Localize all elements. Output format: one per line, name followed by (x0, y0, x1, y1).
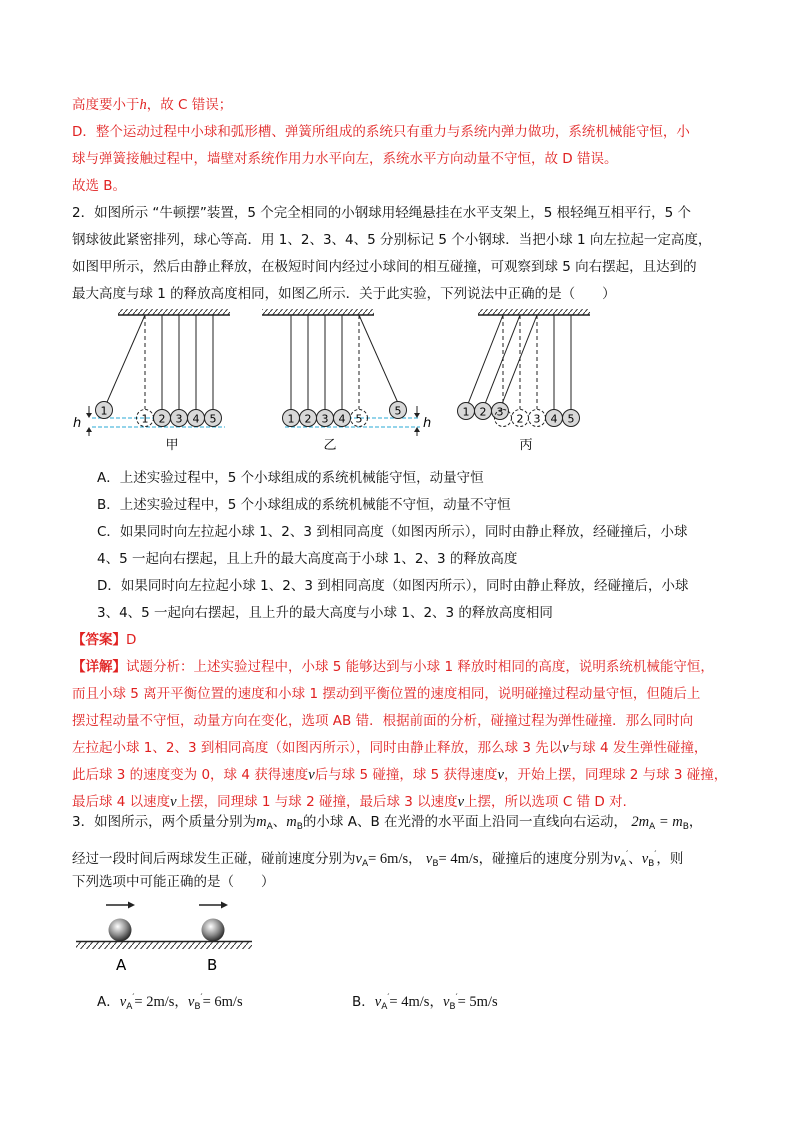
math: = 4m/s (389, 994, 430, 1010)
svg-text:1: 1 (141, 412, 149, 426)
math-v: v (497, 767, 504, 783)
figure-bing (458, 309, 591, 453)
text: B． (352, 994, 375, 1010)
q2-option-a: A．上述实验过程中，5 个小球组成的系统机械能守恒，动量守恒 (97, 470, 484, 486)
q2-detail-2: 而且小球 5 离开平衡位置的速度和小球 1 摆动到平衡位置的速度相同，说明碰撞过程动量守恒，但随后上 (72, 686, 701, 702)
text: 左拉起小球 1、2、3 到相同高度（如图丙所示），同时由静止释放，那么球 3 先以 (72, 740, 563, 756)
math: = 5m/s (457, 994, 498, 1010)
svg-text:4: 4 (550, 412, 558, 426)
figure-yi (262, 309, 431, 453)
svg-text:3: 3 (496, 405, 504, 419)
answer-value: D (126, 632, 137, 648)
text: ，开始上摆，同理球 2 与球 3 碰撞， (503, 767, 728, 783)
svg-text:5: 5 (355, 412, 363, 426)
svg-text:2: 2 (479, 405, 487, 419)
text: 、 (272, 814, 287, 830)
svg-text:1: 1 (100, 404, 108, 418)
q2-stem-1: 2．如图所示 “牛顿摆”装置，5 个完全相同的小钢球用轻绳悬挂在水平支架上，5 根轻绳互相平行，5 个 (72, 205, 692, 221)
svg-text:3: 3 (175, 412, 183, 426)
text: ，则 (656, 851, 684, 867)
prev-answer-line-2: D．整个运动过程中小球和弧形槽、弹簧所组成的系统只有重力与系统内弹力做功，系统机械能守恒，小 (72, 124, 690, 140)
text: 经过一段时间后两球发生正碰，碰前速度分别为 (72, 851, 356, 867)
figure-label-yi: 乙 (323, 438, 337, 453)
math-v: v (308, 767, 315, 783)
math-vA0: = 6m/s (368, 851, 409, 867)
sub: A (649, 822, 656, 832)
svg-text:4: 4 (338, 412, 346, 426)
q2-detail-6 (72, 792, 627, 812)
svg-text:B: B (207, 956, 218, 974)
math-mA: m (256, 814, 267, 830)
svg-text:h: h (73, 416, 82, 431)
text: ，碰撞后的速度分别为 (478, 851, 614, 867)
q3-stem-1: 3．如图所示，两个质量分别为$m_A$、$m_B$的小球 A、B 在光滑的水平面上沿同一直线向右运动， $2m_A = m_B$， (72, 814, 703, 832)
prev-answer-line-1 (72, 95, 232, 115)
q2-option-c: C．如果同时向左拉起小球 1、2、3 到相同高度（如图丙所示），同时由静止释放，经碰撞后，小球 (97, 524, 688, 540)
text: 与球 4 发生弹性碰撞， (568, 740, 708, 756)
text: 3．如图所示，两个质量分别为 (72, 814, 257, 830)
math-mB: m (286, 814, 297, 830)
svg-text:5: 5 (394, 404, 402, 418)
q2-detail-5 (72, 765, 727, 785)
q2-stem-2: 钢球彼此紧密排列，球心等高．用 1、2、3、4、5 分别标记 5 个小钢球．当把小球 1 向左拉起一定高度， (72, 232, 712, 248)
text: 的小球 A、B 在光滑的水平面上沿同一直线向右运动， (302, 814, 628, 830)
answer-tag: 【答案】 (72, 632, 126, 648)
q2-stem-3: 如图甲所示，然后由静止释放，在极短时间内经过小球间的相互碰撞，可观察到球 5 向右摆起，且达到的 (72, 259, 697, 275)
math-v: v (457, 794, 465, 810)
svg-text:3: 3 (533, 412, 541, 426)
text: 此后球 3 的速度变为 0，球 4 获得速度 (72, 767, 309, 783)
q3-stem-2: 经过一段时间后两球发生正碰，碰前速度分别为$v_A= 6m/s$， $v_B= 4m/s$，碰撞后的速度分别为$v_A'$、$v_B'$，则 (72, 850, 684, 869)
math: = 6m/s (202, 994, 243, 1010)
figure-jia (73, 309, 230, 453)
q2-option-c-cont: 4、5 一起向右摆起，且上升的最大高度高于小球 1、2、3 的释放高度 (97, 551, 518, 567)
q3-option-b: B．$v_A'= 4m/s$，$v_B'= 5m/s$ (352, 993, 498, 1012)
svg-text:A: A (116, 956, 127, 974)
math-eq: = m (655, 814, 683, 830)
q3-option-a: A．$v_A'= 2m/s$，$v_B'= 6m/s$ (97, 993, 243, 1012)
q3-stem-3: 下列选项中可能正确的是（ ） (72, 874, 275, 890)
svg-text:1: 1 (462, 405, 470, 419)
ball-a (109, 919, 132, 942)
q2-option-b: B．上述实验过程中，5 个小球组成的系统机械能不守恒，动量不守恒 (97, 497, 511, 513)
q2-option-d: D．如果同时向左拉起小球 1、2、3 到相同高度（如图丙所示），同时由静止释放，经碰撞后，小球 (97, 578, 689, 594)
svg-text:2: 2 (516, 412, 524, 426)
text: 后与球 5 碰撞，球 5 获得速度 (314, 767, 498, 783)
text: 高度要小于 (72, 97, 140, 113)
svg-text:1: 1 (287, 412, 295, 426)
text: ，故 C 错误； (146, 97, 233, 113)
q2-answer (72, 630, 136, 650)
figure-label-jia: 甲 (165, 438, 179, 453)
math-eq: 2m (631, 814, 650, 830)
math-h: h (139, 97, 147, 113)
prev-answer-line-3: 球与弹簧接触过程中，墙壁对系统作用力水平向左，系统水平方向动量不守恒，故 D 错误。 (72, 151, 618, 167)
sub: B (682, 822, 689, 832)
newton-cradle-figure (0, 300, 800, 460)
svg-text:4: 4 (192, 412, 200, 426)
text: 上摆，所以选项 C 错 D 对. (464, 794, 627, 810)
math-vB0: = 4m/s (438, 851, 479, 867)
figure-label-bing: 丙 (519, 438, 533, 453)
ball-b (202, 919, 225, 942)
q3-figure (0, 895, 300, 975)
q2-detail-4 (72, 738, 707, 758)
q2-stem-4: 最大高度与球 1 的释放高度相同，如图乙所示．关于此实验，下列说法中正确的是（ ） (72, 286, 616, 302)
q2-detail-3: 摆过程动量不守恒，动量方向在变化，选项 AB 错．根据前面的分析，碰撞过程为弹性碰撞．那么同时向 (72, 713, 694, 729)
svg-text:3: 3 (321, 412, 329, 426)
math-v: v (170, 794, 177, 810)
math-v: v (562, 740, 569, 756)
text: A． (97, 994, 120, 1010)
svg-text:5: 5 (567, 412, 575, 426)
sub: A (266, 822, 273, 832)
q2-option-d-cont: 3、4、5 一起向右摆起，且上升的最大高度与小球 1、2、3 的释放高度相同 (97, 605, 553, 621)
sub: B (296, 822, 303, 832)
prev-answer-line-4: 故选 B。 (72, 178, 127, 194)
text: 最后球 4 以速度 (72, 794, 171, 810)
text: 上摆，同理球 1 与球 2 碰撞，最后球 3 以速度 (176, 794, 458, 810)
svg-text:2: 2 (158, 412, 166, 426)
svg-text:h: h (423, 416, 432, 431)
text: 试题分析：上述实验过程中，小球 5 能够达到与小球 1 释放时相同的高度，说明系统机械能守恒， (126, 659, 714, 675)
math: = 2m/s (134, 994, 175, 1010)
q2-detail-1 (72, 657, 714, 677)
detail-tag: 【详解】 (72, 659, 126, 675)
svg-text:5: 5 (209, 412, 217, 426)
svg-text:2: 2 (304, 412, 312, 426)
